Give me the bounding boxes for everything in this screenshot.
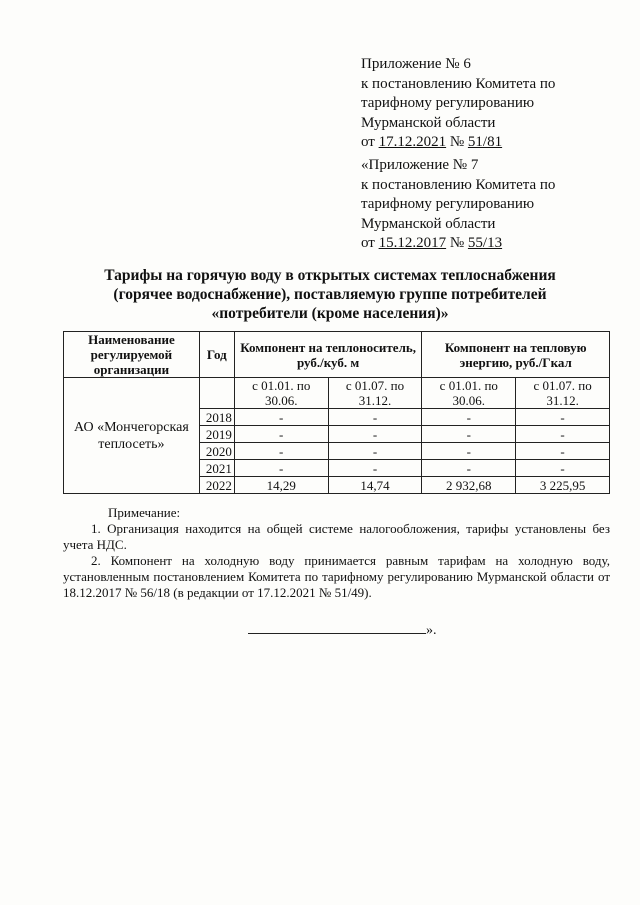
value-cell: -	[328, 409, 422, 426]
value-cell: -	[328, 460, 422, 477]
period-year-blank	[199, 378, 234, 409]
closing-line	[248, 621, 437, 639]
appendix-7-block	[361, 156, 611, 254]
appendix-7-date-prefix: от	[361, 235, 379, 251]
closing-rule	[248, 621, 426, 634]
header-organization: Наименование регулируемой организации	[64, 332, 200, 378]
table-header-row	[64, 332, 610, 378]
header-carrier-component: Компонент на теплоноситель, руб./куб. м	[234, 332, 422, 378]
period-cell: с 01.01. по 30.06.	[234, 378, 328, 409]
value-cell: -	[234, 443, 328, 460]
year-cell: 2019	[199, 426, 234, 443]
appendix-6-num-prefix: №	[446, 134, 468, 150]
appendix-6-line4: Мурманской области	[361, 114, 496, 131]
year-cell: 2018	[199, 409, 234, 426]
appendix-6-date-prefix: от	[361, 134, 379, 150]
period-cell: с 01.07. по 31.12.	[328, 378, 422, 409]
header-energy-component: Компонент на тепловую энергию, руб./Гкал	[422, 332, 610, 378]
title-line2: (горячее водоснабжение), поставляемую группе потребителей	[113, 286, 547, 303]
value-cell: 14,74	[328, 477, 422, 494]
period-cell: с 01.01. по 30.06.	[422, 378, 516, 409]
closing-quote: ».	[426, 623, 437, 638]
note-item-2: 2. Компонент на холодную воду принимается равным тарифам на холодную воду, установленным постановлением Комитета по тарифному регулированию Мурманской области от 18.12.2017 № 56/18 (в редакции от 17.12.2021 № 51/49).	[63, 553, 610, 600]
appendix-7-line4: Мурманской области	[361, 215, 496, 232]
tariff-table	[63, 331, 610, 494]
value-cell: 3 225,95	[516, 477, 610, 494]
header-year: Год	[199, 332, 234, 378]
appendix-7-line2: к постановлению Комитета по	[361, 176, 556, 193]
table-period-row	[64, 378, 610, 409]
notes-section	[63, 505, 610, 601]
appendix-6-date: 17.12.2021	[378, 134, 447, 150]
year-cell: 2021	[199, 460, 234, 477]
appendix-7-num-prefix: №	[446, 235, 468, 251]
appendix-6-block	[361, 55, 611, 153]
appendix-7-number: 55/13	[467, 235, 503, 251]
value-cell: -	[422, 443, 516, 460]
appendix-6-number: 51/81	[467, 134, 503, 150]
value-cell: -	[516, 409, 610, 426]
appendix-7-line1: «Приложение № 7	[361, 157, 479, 173]
appendix-7-date-line	[361, 234, 611, 254]
title-line3: «потребители (кроме населения)»	[211, 305, 449, 322]
document-title	[60, 266, 600, 323]
value-cell: -	[422, 426, 516, 443]
value-cell: -	[422, 460, 516, 477]
value-cell: -	[234, 409, 328, 426]
appendix-7-date: 15.12.2017	[378, 235, 447, 251]
title-line1: Тарифы на горячую воду в открытых системах теплоснабжения	[104, 267, 556, 284]
appendix-6-line2: к постановлению Комитета по	[361, 75, 556, 92]
value-cell: -	[328, 443, 422, 460]
note-item-1: 1. Организация находится на общей системе налогообложения, тарифы установлены без учета НДС.	[63, 521, 610, 552]
year-cell: 2020	[199, 443, 234, 460]
value-cell: 14,29	[234, 477, 328, 494]
value-cell: -	[234, 426, 328, 443]
appendix-6-date-line	[361, 133, 611, 153]
value-cell: -	[422, 409, 516, 426]
value-cell: 2 932,68	[422, 477, 516, 494]
period-cell: с 01.07. по 31.12.	[516, 378, 610, 409]
value-cell: -	[234, 460, 328, 477]
notes-heading: Примечание:	[108, 505, 181, 520]
appendix-6-line1: Приложение № 6	[361, 56, 471, 72]
value-cell: -	[516, 460, 610, 477]
appendix-6-line3: тарифному регулированию	[361, 95, 535, 111]
appendix-7-line3: тарифному регулированию	[361, 196, 535, 212]
year-cell: 2022	[199, 477, 234, 494]
value-cell: -	[516, 426, 610, 443]
value-cell: -	[328, 426, 422, 443]
value-cell: -	[516, 443, 610, 460]
organization-name: АО «Мончегорская теплосеть»	[64, 378, 200, 494]
